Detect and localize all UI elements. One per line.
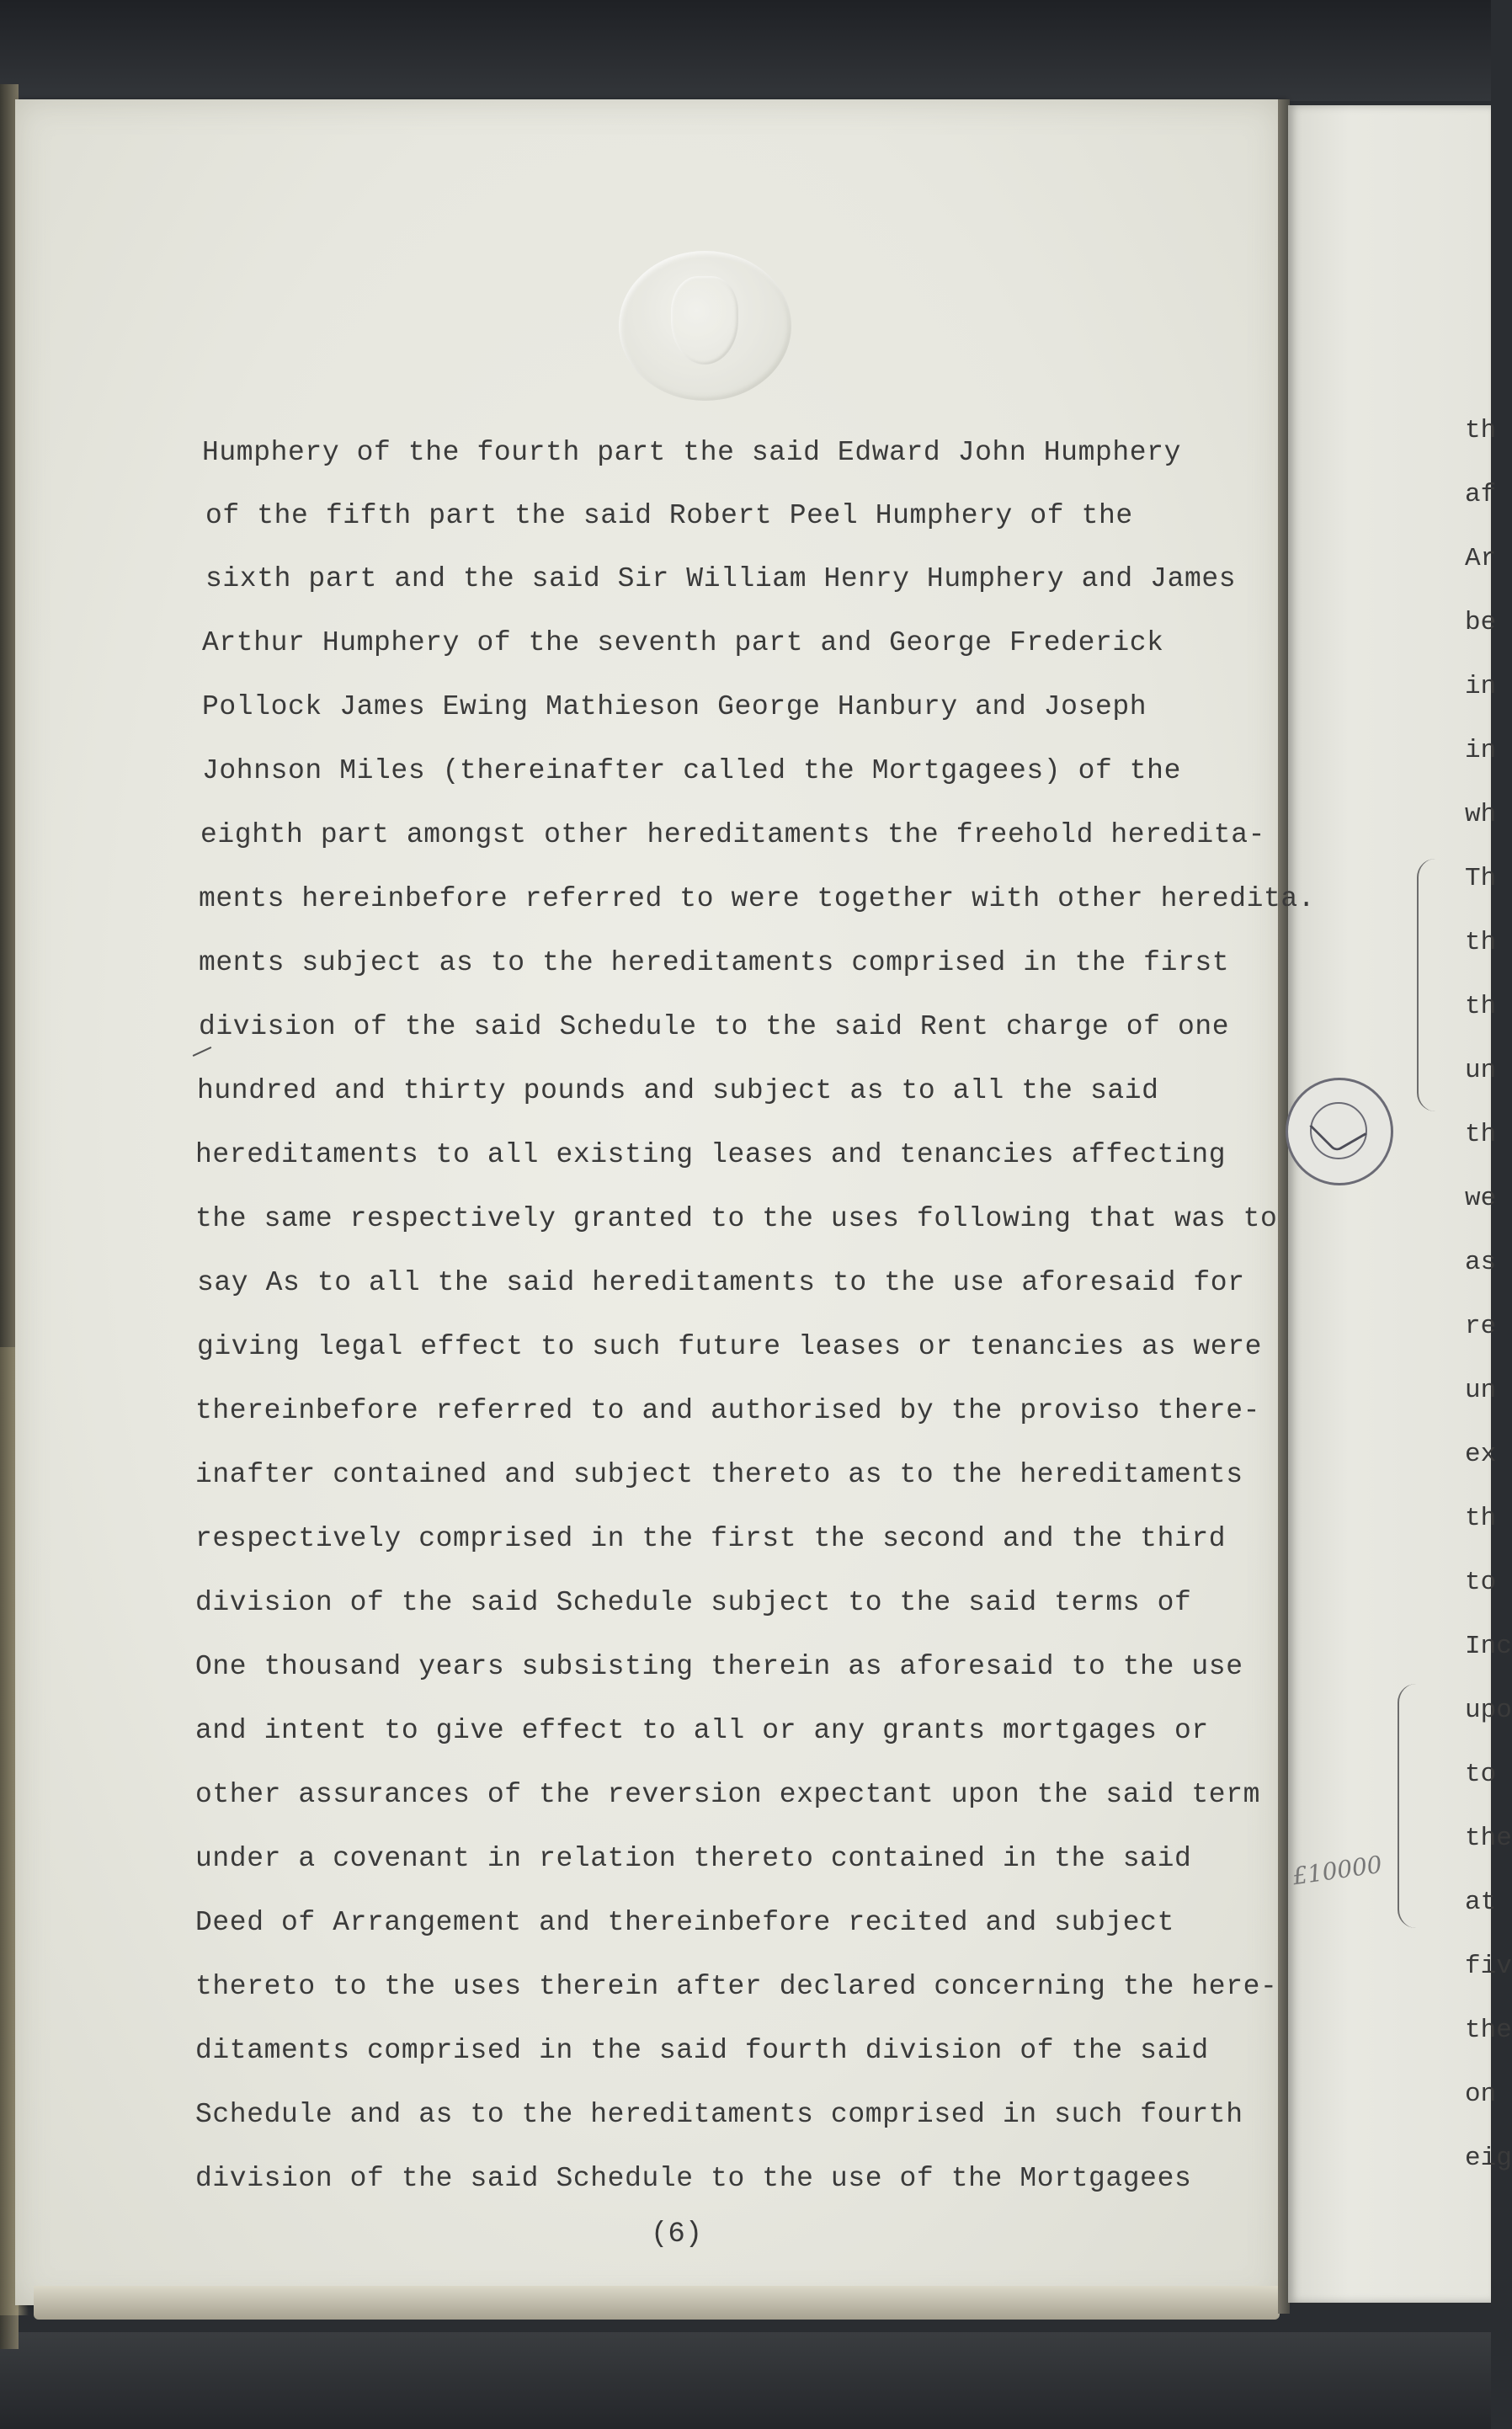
text-line: respectively comprised in the first the second and the third xyxy=(195,1523,1227,1554)
pencil-note-text: £10000 xyxy=(1291,1850,1384,1891)
facing-fragment: in xyxy=(1465,736,1497,765)
pencil-bracket-mark xyxy=(1417,859,1435,1111)
facing-fragment: Inc xyxy=(1465,1632,1512,1661)
facing-fragment: the xyxy=(1465,1824,1512,1853)
text-line: the same respectively granted to the uses following that was to xyxy=(195,1203,1278,1234)
text-line: Schedule and as to the hereditaments comprised in such fourth xyxy=(195,2099,1243,2130)
text-line: under a covenant in relation thereto contained in the said xyxy=(195,1843,1192,1874)
text-line: giving legal effect to such future leases or tenancies as were xyxy=(197,1331,1262,1362)
text-line: Pollock James Ewing Mathieson George Hanbury and Joseph xyxy=(202,691,1147,722)
facing-fragment: re xyxy=(1465,1312,1497,1341)
text-line: hundred and thirty pounds and subject as to all the said xyxy=(197,1075,1159,1106)
text-line: say As to all the said hereditaments to the use aforesaid for xyxy=(197,1267,1245,1298)
text-line: and intent to give effect to all or any grants mortgages or xyxy=(195,1715,1209,1746)
text-line: Johnson Miles (thereinafter called the Mortgagees) of the xyxy=(202,755,1181,786)
facing-fragment: th xyxy=(1465,1120,1497,1149)
text-line: Deed of Arrangement and thereinbefore recited and subject xyxy=(195,1907,1174,1938)
book-cover-bottom xyxy=(0,2332,1491,2429)
text-line: ments subject as to the hereditaments comprised in the first xyxy=(199,947,1230,978)
text-line: eighth part amongst other hereditaments the freehold heredita- xyxy=(200,819,1265,850)
text-line: Arthur Humphery of the seventh part and George Frederick xyxy=(202,627,1164,658)
facing-fragment: fiv xyxy=(1465,1952,1512,1981)
text-line: One thousand years subsisting therein as aforesaid to the use xyxy=(195,1651,1243,1682)
text-line: other assurances of the reversion expectant upon the said term xyxy=(195,1779,1260,1810)
text-line: of the fifth part the said Robert Peel Humphery of the xyxy=(205,500,1133,531)
facing-fragment: th xyxy=(1465,416,1497,445)
facing-fragment: at xyxy=(1465,1888,1497,1917)
facing-fragment: eig xyxy=(1465,2144,1512,2173)
pencil-bracket-mark xyxy=(1398,1684,1416,1928)
text-line: division of the said Schedule to the use of the Mortgagees xyxy=(195,2163,1192,2194)
facing-fragment: to xyxy=(1465,1568,1497,1597)
facing-fragment: Th xyxy=(1465,864,1497,893)
facing-fragment: th xyxy=(1465,992,1497,1021)
facing-fragment: on xyxy=(1465,2080,1497,2109)
facing-fragment: in xyxy=(1465,672,1497,701)
text-line: Humphery of the fourth part the said Edward John Humphery xyxy=(202,437,1181,468)
text-line: sixth part and the said Sir William Henry Humphery and James xyxy=(205,563,1237,594)
facing-fragment: as xyxy=(1465,1248,1497,1277)
facing-fragment: upo xyxy=(1465,1696,1512,1725)
facing-fragment: be xyxy=(1465,608,1497,637)
facing-page xyxy=(1288,105,1491,2303)
text-line: division of the said Schedule subject to the said terms of xyxy=(195,1587,1192,1618)
text-line: thereinbefore referred to and authorised by the proviso there- xyxy=(195,1395,1260,1426)
pencil-margin-note xyxy=(1291,1850,1385,1899)
circular-stamp-icon xyxy=(1286,1078,1393,1185)
facing-fragment: to xyxy=(1465,1760,1497,1789)
text-line: inafter contained and subject thereto as to the hereditaments xyxy=(195,1459,1243,1490)
facing-fragment: un xyxy=(1465,1376,1497,1405)
text-line: ditaments comprised in the said fourth division of the said xyxy=(195,2035,1209,2066)
facing-fragment: Ar xyxy=(1465,544,1497,573)
page-bottom-edge xyxy=(34,2286,1280,2320)
facing-fragment: th xyxy=(1465,1504,1497,1533)
page-number: (6) xyxy=(651,2219,703,2251)
facing-fragment: wh xyxy=(1465,800,1497,829)
facing-fragment: un xyxy=(1465,1056,1497,1085)
text-line: thereto to the uses therein after declared concerning the here- xyxy=(195,1971,1278,2002)
facing-fragment: ex xyxy=(1465,1440,1497,1469)
text-line: division of the said Schedule to the said Rent charge of one xyxy=(199,1011,1230,1042)
text-line: hereditaments to all existing leases and tenancies affecting xyxy=(195,1139,1227,1170)
text-line: ments hereinbefore referred to were together with other heredita. xyxy=(199,883,1316,914)
facing-fragment: th xyxy=(1465,928,1497,957)
facing-fragment: the xyxy=(1465,2016,1512,2045)
facing-fragment: we xyxy=(1465,1184,1497,1213)
facing-fragment: af xyxy=(1465,480,1497,509)
